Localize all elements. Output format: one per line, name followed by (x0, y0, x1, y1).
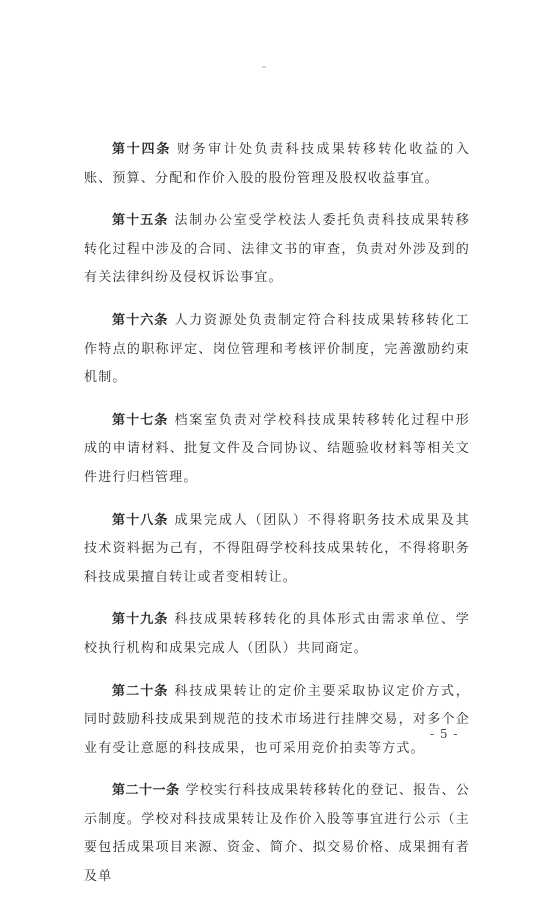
article-heading: 第十四条 (112, 142, 172, 157)
article-heading: 第十八条 (112, 512, 169, 528)
scan-mark (262, 66, 266, 68)
article-heading: 第十六条 (112, 312, 169, 328)
article-text: 科技成果转移转化的具体形式由需求单位、学校执行机构和成果完成人（团队）共同商定。 (84, 612, 470, 656)
article-20 (84, 678, 470, 764)
article-14 (84, 136, 470, 193)
article-text: 学校实行科技成果转移转化的登记、报告、公示制度。学校对科技成果转让及作价入股等事宜进行公示（主要包括成果项目来源、资金、简介、拟交易价格、成果拥有者及单 (84, 783, 470, 885)
article-17 (84, 407, 470, 493)
article-21 (84, 777, 470, 891)
article-18 (84, 507, 470, 593)
article-heading: 第二十条 (112, 683, 169, 699)
article-heading: 第二十一条 (112, 783, 180, 799)
article-text: 人力资源处负责制定符合科技成果转移转化工作特点的职称评定、岗位管理和考核评价制度，完善激励约束机制。 (84, 312, 470, 386)
article-heading: 第十九条 (112, 612, 169, 628)
article-16 (84, 307, 470, 393)
article-heading: 第十五条 (112, 213, 169, 229)
document-body (84, 136, 470, 906)
article-text: 成果完成人（团队）不得将职务技术成果及其技术资料据为己有，不得阻碍学校科技成果转化，不得将职务科技成果擅自转让或者变相转让。 (84, 512, 470, 585)
article-15 (84, 207, 470, 293)
article-text: 档案室负责对学校科技成果转移转化过程中形成的申请材料、批复文件及合同协议、结题验收材料等相关文件进行归档管理。 (84, 412, 470, 485)
article-heading: 第十七条 (112, 412, 169, 428)
article-text: 科技成果转让的定价主要采取协议定价方式，同时鼓励科技成果到规范的技术市场进行挂牌交易，对多个企业有受让意愿的科技成果，也可采用竞价拍卖等方式。 (84, 683, 470, 756)
page-number: - 5 - (430, 727, 459, 741)
article-text: 法制办公室受学校法人委托负责科技成果转移转化过程中涉及的合同、法律文书的审查，负责对外涉及到的有关法律纠纷及侵权诉讼事宜。 (84, 213, 470, 286)
article-19 (84, 606, 470, 663)
article-text: 财务审计处负责科技成果转移转化收益的入账、预算、分配和作价入股的股份管理及股权收益事宜。 (84, 142, 470, 186)
